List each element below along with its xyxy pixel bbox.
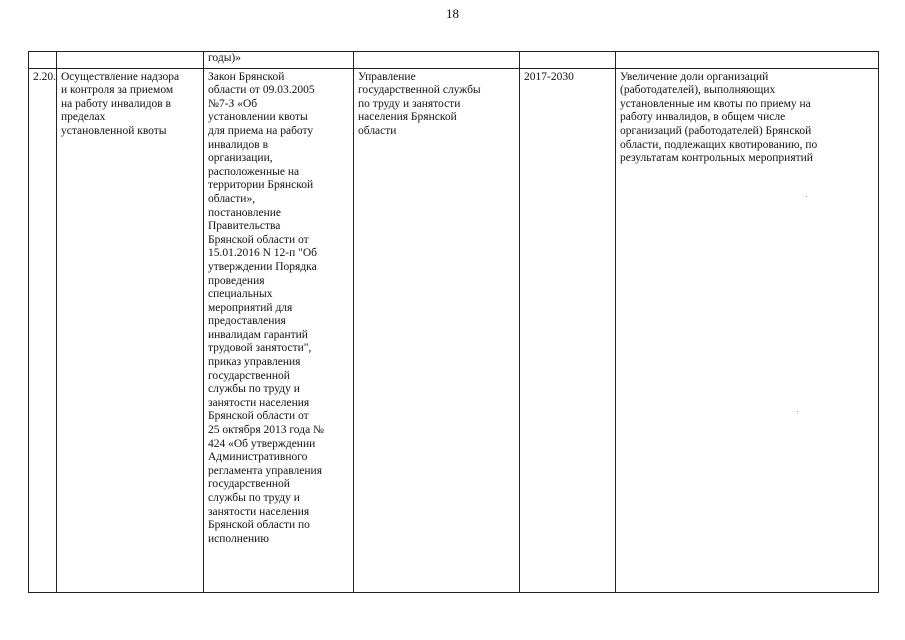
cell-expected-result bbox=[616, 52, 879, 69]
cell-period bbox=[520, 52, 616, 69]
scan-speck bbox=[806, 196, 807, 197]
table-row bbox=[29, 68, 879, 592]
cell-measure-name bbox=[57, 52, 204, 69]
cell-expected-result: Увеличение доли организаций (работодателей), выполняющих установленные им квоты по приему на работу инвалидов, в общем числе организаций (работодателей) Брянской области, подлежащих квотированию, по результатам контрольных мероприятий bbox=[616, 68, 879, 592]
cell-responsible-organization bbox=[354, 52, 520, 69]
cell-legal-basis: Закон Брянской области от 09.03.2005 №7-З «Об установлении квоты для приема на работу инвалидов в организации, расположенные на территории Брянской области», постановление Правительства Брянской области от 15.01.2016 N 12-п "Об утверждении Порядка проведения специальных мероприятий для предоставления инвалидам гарантий трудовой занятости", приказ управления государственной службы по труду и занятости населения Брянской области от 25 октября 2013 года № 424 «Об утверждении Административного регламента управления государственной службы по труду и занятости населения Брянской области по исполнению bbox=[204, 68, 354, 592]
cell-responsible-organization: Управление государственной службы по труду и занятости населения Брянской области bbox=[354, 68, 520, 592]
cell-number: 2.20. bbox=[29, 68, 57, 592]
measures-table bbox=[28, 51, 879, 593]
cell-legal-basis: годы)» bbox=[204, 52, 354, 69]
cell-measure-name: Осуществление надзора и контроля за приемом на работу инвалидов в пределах установленной квоты bbox=[57, 68, 204, 592]
table-row-continuation bbox=[29, 52, 879, 69]
scan-speck bbox=[797, 411, 798, 412]
cell-period: 2017-2030 bbox=[520, 68, 616, 592]
page-number: 18 bbox=[446, 6, 459, 21]
cell-number bbox=[29, 52, 57, 69]
